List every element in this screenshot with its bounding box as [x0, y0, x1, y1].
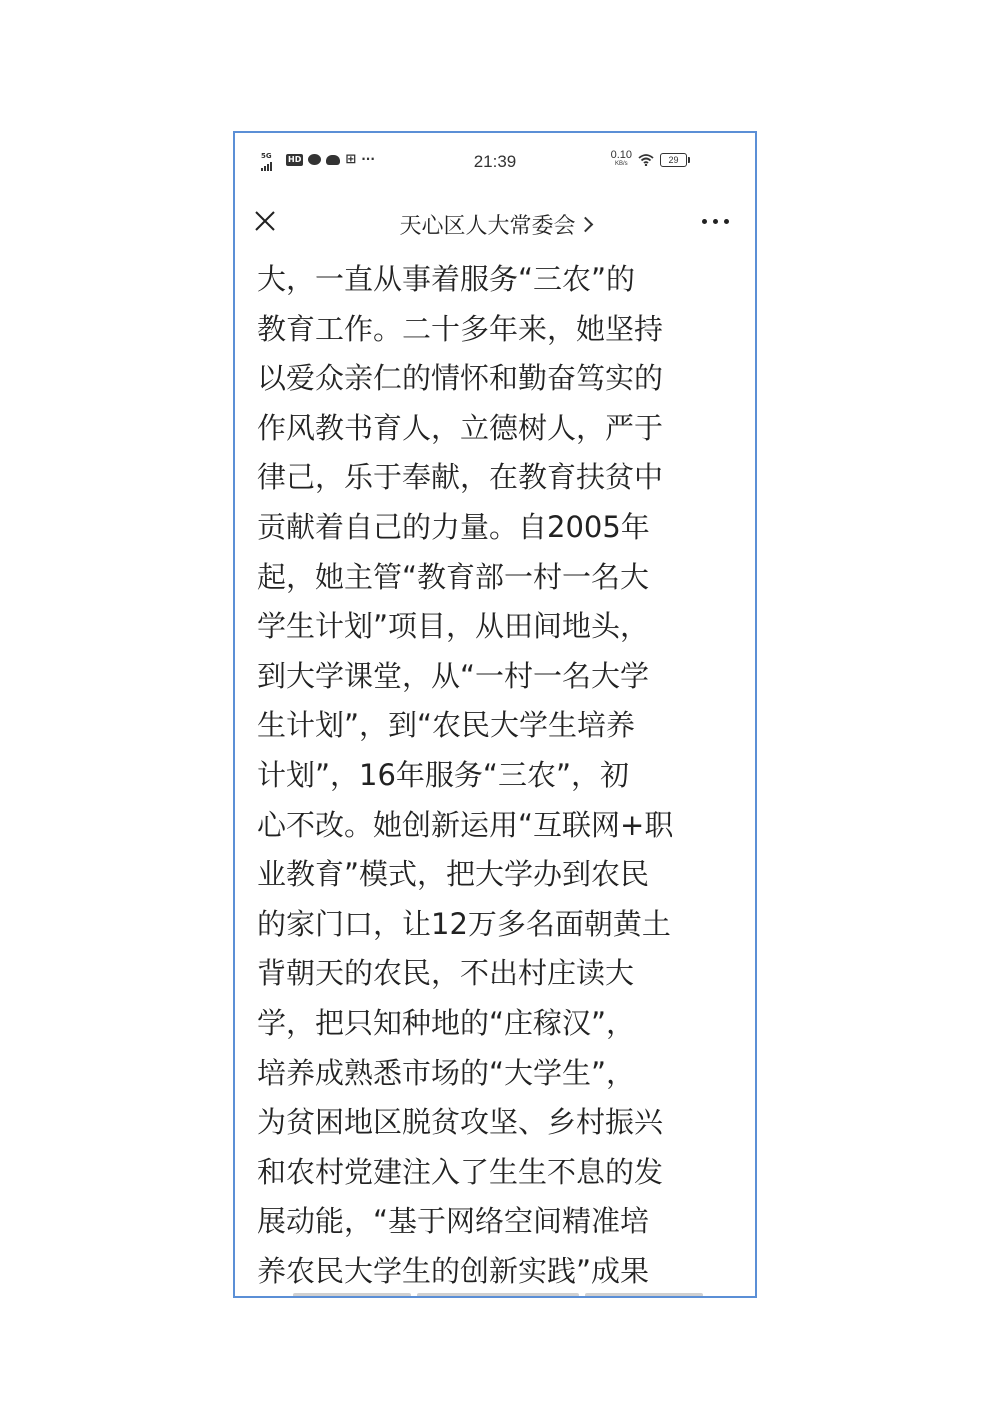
more-notifications-icon: ···	[361, 152, 375, 166]
article-line: 心不改。她创新运用“互联网+职	[257, 807, 674, 842]
article-line: 学，把只知种地的“庄稼汉”，	[257, 1005, 636, 1040]
status-right-icons	[611, 151, 687, 169]
account-title-link[interactable]	[235, 209, 755, 240]
scroll-indicator	[293, 1293, 703, 1297]
scroll-segment	[417, 1293, 579, 1297]
article-line: 计划”，16年服务“三农”，初	[257, 757, 629, 792]
article-line: 为贫困地区脱贫攻坚、乡村振兴	[257, 1105, 664, 1140]
article-line: 和农村党建注入了生生不息的发	[257, 1154, 664, 1189]
speed-unit: KB/s	[614, 161, 628, 167]
article-line: 展动能，“基于网络空间精准培	[257, 1204, 650, 1239]
speed-value: 0.10	[610, 149, 632, 161]
network-type: 5G	[261, 152, 272, 160]
article-line: 业教育”模式，把大学办到农民	[257, 857, 650, 892]
account-title: 天心区人大常委会	[399, 214, 576, 239]
status-time: 21:39	[473, 152, 517, 171]
article-line: 学生计划”项目，从田间地头，	[257, 609, 650, 644]
nav-bar	[235, 195, 755, 251]
article-line: 教育工作。二十多年来，她坚持	[257, 311, 664, 346]
article-line: 培养成熟悉市场的“大学生”，	[257, 1055, 636, 1090]
chevron-right-icon	[577, 217, 593, 233]
battery-icon: 29	[660, 153, 687, 167]
article-line: 作风教书育人，立德树人，严于	[257, 410, 664, 445]
article-line: 到大学课堂，从“一村一名大学	[257, 658, 650, 693]
status-bar	[235, 133, 755, 195]
phone-screenshot	[233, 131, 757, 1298]
wifi-icon	[638, 154, 654, 166]
more-icon[interactable]	[702, 219, 729, 224]
article-body	[257, 255, 737, 1296]
article-line: 律己，乐于奉献，在教育扶贫中	[257, 460, 664, 495]
article-line: 养农民大学生的创新实践”成果	[257, 1253, 650, 1288]
scroll-segment	[293, 1293, 411, 1297]
article-line: 以爱众亲仁的情怀和勤奋笃实的	[257, 361, 664, 396]
app-notification-icon: ⊞	[345, 152, 357, 167]
article-line: 贡献着自己的力量。自2005年	[257, 509, 650, 544]
article-line: 大，一直从事着服务“三农”的	[257, 262, 636, 296]
article-line: 的家门口，让12万多名面朝黄土	[257, 906, 671, 941]
article-line: 背朝天的农民，不出村庄读大	[257, 956, 635, 991]
network-speed	[611, 151, 632, 169]
scroll-segment	[585, 1293, 703, 1297]
article-line: 生计划”，到“农民大学生培养	[257, 708, 636, 743]
article-line: 起，她主管“教育部一村一名大	[257, 559, 650, 594]
hd-icon: HD	[288, 154, 302, 164]
